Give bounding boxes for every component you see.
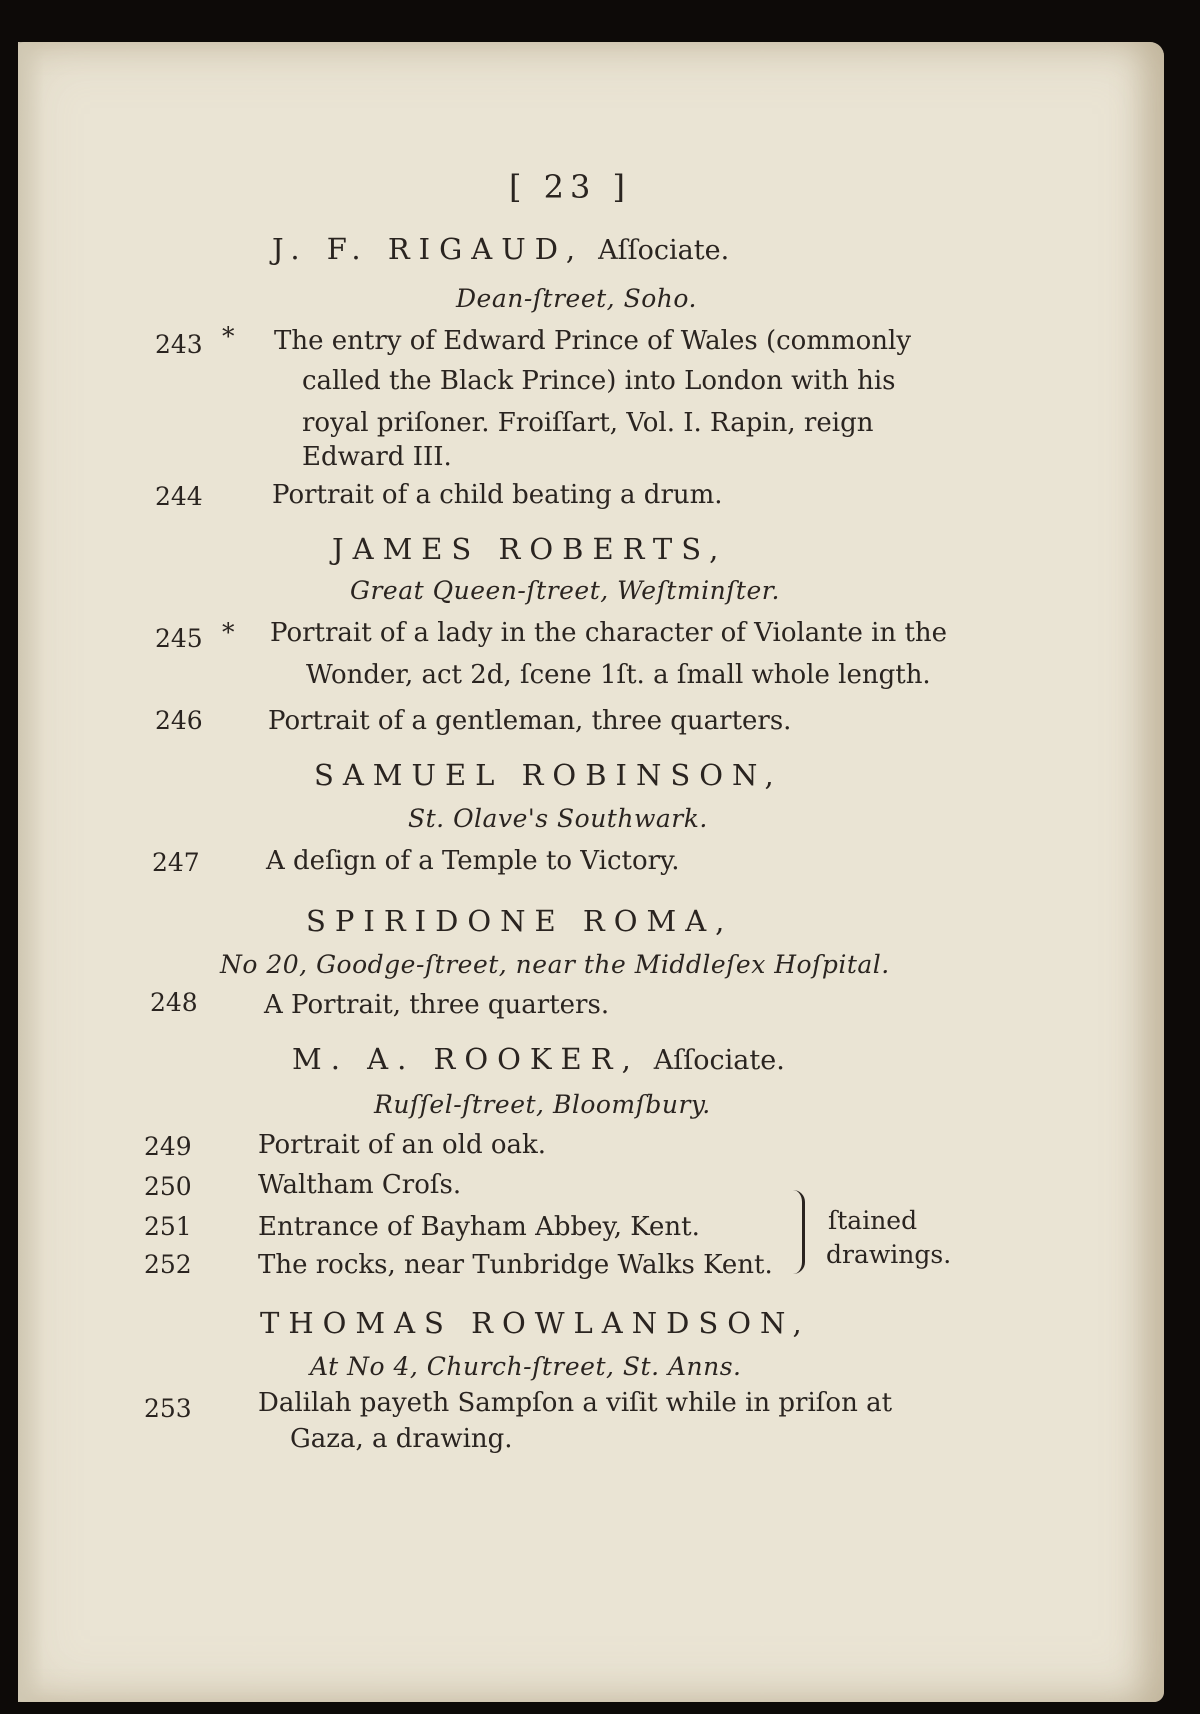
artist-status: Aſſociate.	[598, 235, 730, 266]
page-gutter-shadow	[18, 42, 44, 1702]
catalogue-number-244: 244	[155, 482, 203, 511]
artist-name-rigaud	[272, 232, 729, 266]
catalogue-mark-243: *	[222, 322, 235, 351]
catalogue-text-line: royal priſoner. Froiſſart, Vol. I. Rapin, reign	[302, 408, 874, 438]
artist-name-rooker	[292, 1042, 785, 1076]
catalogue-text-line: Portrait of an old oak.	[258, 1130, 547, 1160]
artist-name-robinson	[314, 758, 783, 792]
catalogue-text-line: Portrait of a child beating a drum.	[272, 480, 723, 510]
catalogue-text-line: Gaza, a drawing.	[290, 1424, 513, 1454]
artist-name: SAMUEL ROBINSON,	[314, 758, 783, 792]
artist-name: M. A. ROOKER,	[292, 1042, 640, 1076]
artist-address-roma: No 20, Goodge-ſtreet, near the Middleſex Hoſpital.	[220, 950, 890, 979]
catalogue-text-line: called the Black Prince) into London with his	[302, 366, 896, 396]
artist-address-robinson: St. Olave's Southwark.	[408, 804, 708, 833]
catalogue-text-line: Wonder, act 2d, ſcene 1ſt. a ſmall whole length.	[306, 660, 931, 690]
artist-name: J. F. RIGAUD,	[272, 232, 585, 266]
artist-address-rigaud: Dean-ſtreet, Soho.	[456, 284, 697, 313]
catalogue-text-line: The rocks, near Tunbridge Walks Kent.	[258, 1250, 773, 1280]
artist-name: JAMES ROBERTS,	[332, 532, 728, 566]
artist-name-roma	[306, 904, 733, 938]
catalogue-number-253: 253	[144, 1394, 192, 1423]
catalogue-text-line: The entry of Edward Prince of Wales (commonly	[274, 326, 912, 356]
catalogue-text-line: Entrance of Bayham Abbey, Kent.	[258, 1212, 700, 1242]
bracket-brace	[790, 1190, 805, 1274]
catalogue-text-line: Waltham Croſs.	[258, 1170, 462, 1200]
catalogue-text-line: Edward III.	[302, 442, 452, 472]
catalogue-number-248: 248	[150, 988, 198, 1017]
artist-status: Aſſociate.	[653, 1045, 785, 1076]
catalogue-text-line: Dalilah payeth Sampſon a viſit while in priſon at	[258, 1388, 893, 1418]
bracket-note-line: ſtained	[828, 1206, 918, 1235]
catalogue-number-247: 247	[152, 848, 200, 877]
artist-name-rowlandson	[260, 1306, 811, 1340]
catalogue-mark-245: *	[222, 618, 235, 647]
artist-name: SPIRIDONE ROMA,	[306, 904, 734, 938]
catalogue-number-250: 250	[144, 1172, 192, 1201]
page-number: [ 23 ]	[508, 168, 632, 206]
catalogue-number-245: 245	[155, 624, 203, 653]
catalogue-number-249: 249	[144, 1132, 192, 1161]
catalogue-number-252: 252	[144, 1250, 192, 1279]
catalogue-text-line: Portrait of a lady in the character of Violante in the	[270, 618, 948, 648]
artist-address-rowlandson: At No 4, Church-ſtreet, St. Anns.	[310, 1352, 742, 1381]
catalogue-text-line: A deſign of a Temple to Victory.	[266, 846, 680, 876]
artist-name: THOMAS ROWLANDSON,	[260, 1306, 811, 1340]
artist-address-rooker: Ruſſel-ſtreet, Bloomſbury.	[374, 1090, 711, 1119]
catalogue-number-243: 243	[155, 330, 203, 359]
artist-address-roberts: Great Queen-ſtreet, Weſtminſter.	[350, 576, 780, 605]
catalogue-text-line: Portrait of a gentleman, three quarters.	[268, 706, 792, 736]
catalogue-number-251: 251	[144, 1212, 192, 1241]
bracket-note-line: drawings.	[826, 1240, 952, 1269]
artist-name-roberts	[332, 532, 727, 566]
catalogue-text-line: A Portrait, three quarters.	[264, 990, 610, 1020]
catalogue-number-246: 246	[155, 706, 203, 735]
